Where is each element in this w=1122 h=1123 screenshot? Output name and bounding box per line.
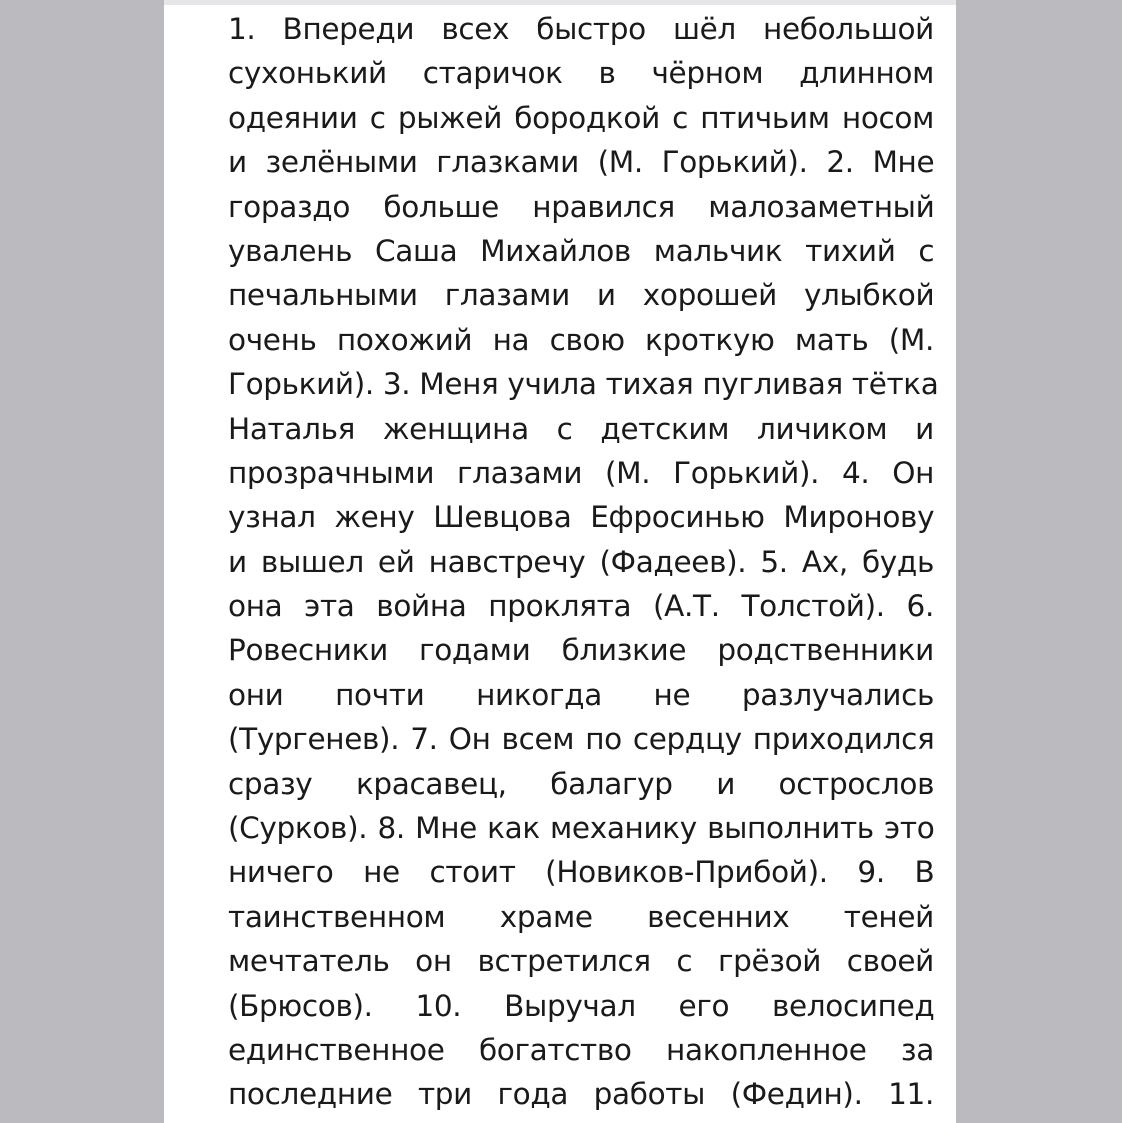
text-line-13: и вышел ей навстречу (Фадеев). 5. Ах, будь bbox=[228, 544, 934, 579]
text-line-11: прозрачными глазами (М. Горький). 4. Он bbox=[228, 455, 935, 490]
text-line-25: последние три года работы (Федин). 11. bbox=[228, 1077, 934, 1112]
text-line-12: узнал жену Шевцова Ефросинью Миронову bbox=[228, 500, 935, 535]
text-line-20: ничего не стоит (Новиков-Прибой). 9. В bbox=[228, 855, 935, 890]
text-line-18: сразу красавец, балагур и острослов bbox=[228, 766, 935, 801]
text-line-2: сухонький старичок в чёрном длинном bbox=[228, 56, 934, 91]
text-line-22: мечтатель он встретился с грёзой своей bbox=[228, 944, 934, 979]
text-line-14: она эта война проклята (А.Т. Толстой). 6. bbox=[228, 589, 934, 624]
page-top-edge bbox=[164, 0, 956, 5]
text-line-16: они почти никогда не разлучались bbox=[228, 677, 934, 712]
text-line-9: Горький). 3. Меня учила тихая пугливая тётка bbox=[228, 367, 939, 402]
text-line-24: единственное богатство накопленное за bbox=[228, 1032, 934, 1067]
text-line-7: печальными глазами и хорошей улыбкой bbox=[228, 278, 935, 313]
text-line-21: таинственном храме весенних теней bbox=[228, 899, 934, 934]
text-line-15: Ровесники годами близкие родственники bbox=[228, 633, 934, 668]
text-line-3: одеянии с рыжей бородкой с птичьим носом bbox=[228, 100, 934, 135]
text-line-23: (Брюсов). 10. Выручал его велосипед bbox=[228, 988, 935, 1023]
text-line-8: очень похожий на свою кроткую мать (М. bbox=[228, 322, 935, 357]
document-page bbox=[164, 0, 956, 1123]
text-line-17: (Тургенев). 7. Он всем по сердцу приходился bbox=[228, 722, 935, 757]
text-line-10: Наталья женщина с детским личиком и bbox=[228, 411, 934, 446]
sentence-list-text bbox=[228, 7, 939, 1117]
text-line-4: и зелёными глазками (М. Горький). 2. Мне bbox=[228, 145, 935, 180]
text-line-19: (Сурков). 8. Мне как механику выполнить это bbox=[228, 811, 935, 846]
text-line-5: гораздо больше нравился малозаметный bbox=[228, 189, 935, 224]
text-line-6: увалень Саша Михайлов мальчик тихий с bbox=[228, 233, 935, 268]
text-line-1: 1. Впереди всех быстро шёл небольшой bbox=[228, 12, 934, 46]
